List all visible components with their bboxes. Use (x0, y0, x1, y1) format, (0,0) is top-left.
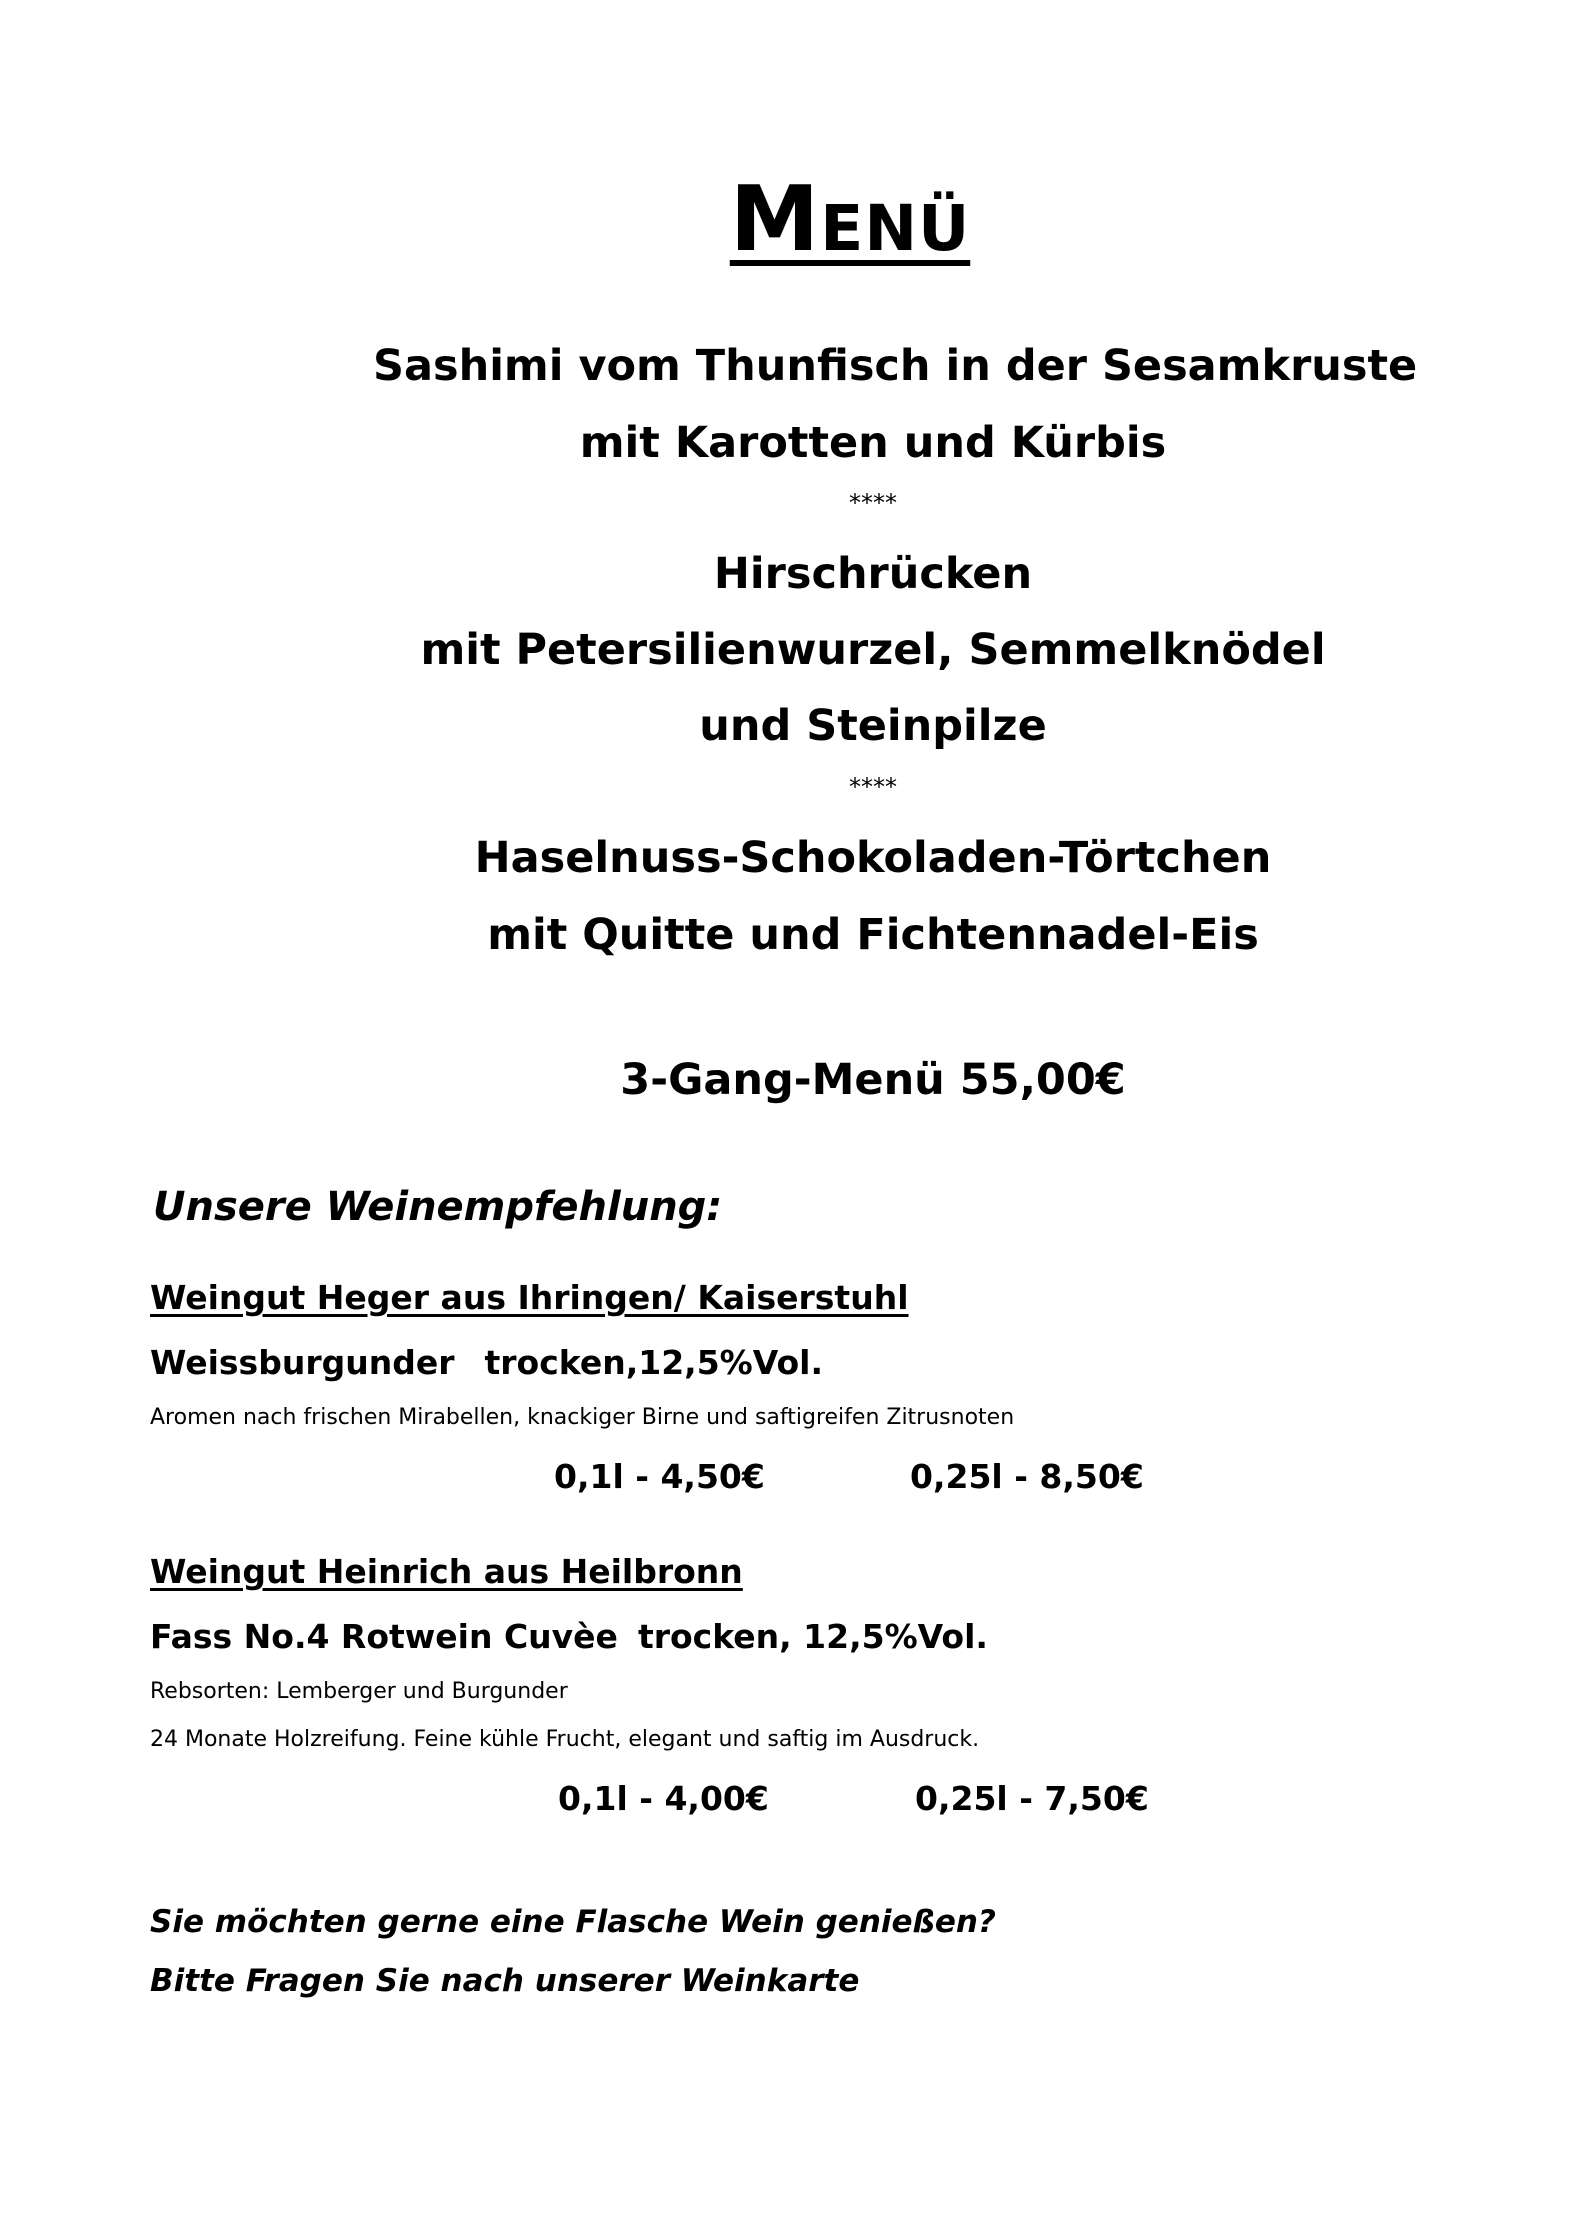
wine-2-grapes: Rebsorten: Lemberger und Burgunder (150, 1679, 568, 1704)
course-separator: **** (849, 489, 897, 517)
wine-1-spec: trocken,12,5%Vol. (484, 1343, 823, 1382)
wine-1-description: Aromen nach frischen Mirabellen, knackiger Birne und saftigreifen Zitrusnoten (150, 1405, 1015, 1430)
wine-section-heading: Unsere Weinempfehlung: (153, 1184, 723, 1230)
wine-1-price-small: 0,1l - 4,50€ (554, 1457, 765, 1496)
wine-1-title (150, 1342, 823, 1384)
course-2-name: Hirschrücken (713, 549, 1033, 599)
course-separator: **** (849, 773, 897, 801)
page-title: Menü (729, 167, 971, 272)
wine-2-description: 24 Monate Holzreifung. Feine kühle Frucht, elegant und saftig im Ausdruck. (150, 1727, 980, 1752)
course-1-sides: mit Karotten und Kürbis (579, 418, 1167, 468)
wine-1-winery: Weingut Heger aus Ihringen/ Kaiserstuhl (150, 1278, 909, 1317)
wine-2-price-small: 0,1l - 4,00€ (558, 1779, 769, 1818)
footer-wine-list-note: Bitte Fragen Sie nach unserer Weinkarte (150, 1963, 860, 1999)
wine-1-name: Weissburgunder (150, 1343, 455, 1382)
menu-price: 3-Gang-Menü 55,00€ (620, 1055, 1126, 1105)
course-2-sides: mit Petersilienwurzel, Semmelknödel (420, 625, 1326, 675)
footer-question: Sie möchten gerne eine Flasche Wein genießen? (150, 1904, 996, 1940)
course-3-sides: mit Quitte und Fichtennadel-Eis (487, 910, 1259, 960)
wine-1-price-large: 0,25l - 8,50€ (910, 1457, 1144, 1496)
wine-2-spec: trocken, 12,5%Vol. (637, 1617, 988, 1656)
wine-2-price-large: 0,25l - 7,50€ (915, 1779, 1149, 1818)
course-3-name: Haselnuss-Schokoladen-Törtchen (474, 833, 1272, 883)
course-1-name: Sashimi vom Thunfisch in der Sesamkruste (373, 341, 1418, 391)
wine-2-title (150, 1616, 988, 1658)
wine-2-name: Fass No.4 Rotwein Cuvèe (150, 1617, 618, 1656)
wine-2-winery: Weingut Heinrich aus Heilbronn (150, 1552, 743, 1591)
course-2-sides-cont: und Steinpilze (699, 701, 1047, 751)
